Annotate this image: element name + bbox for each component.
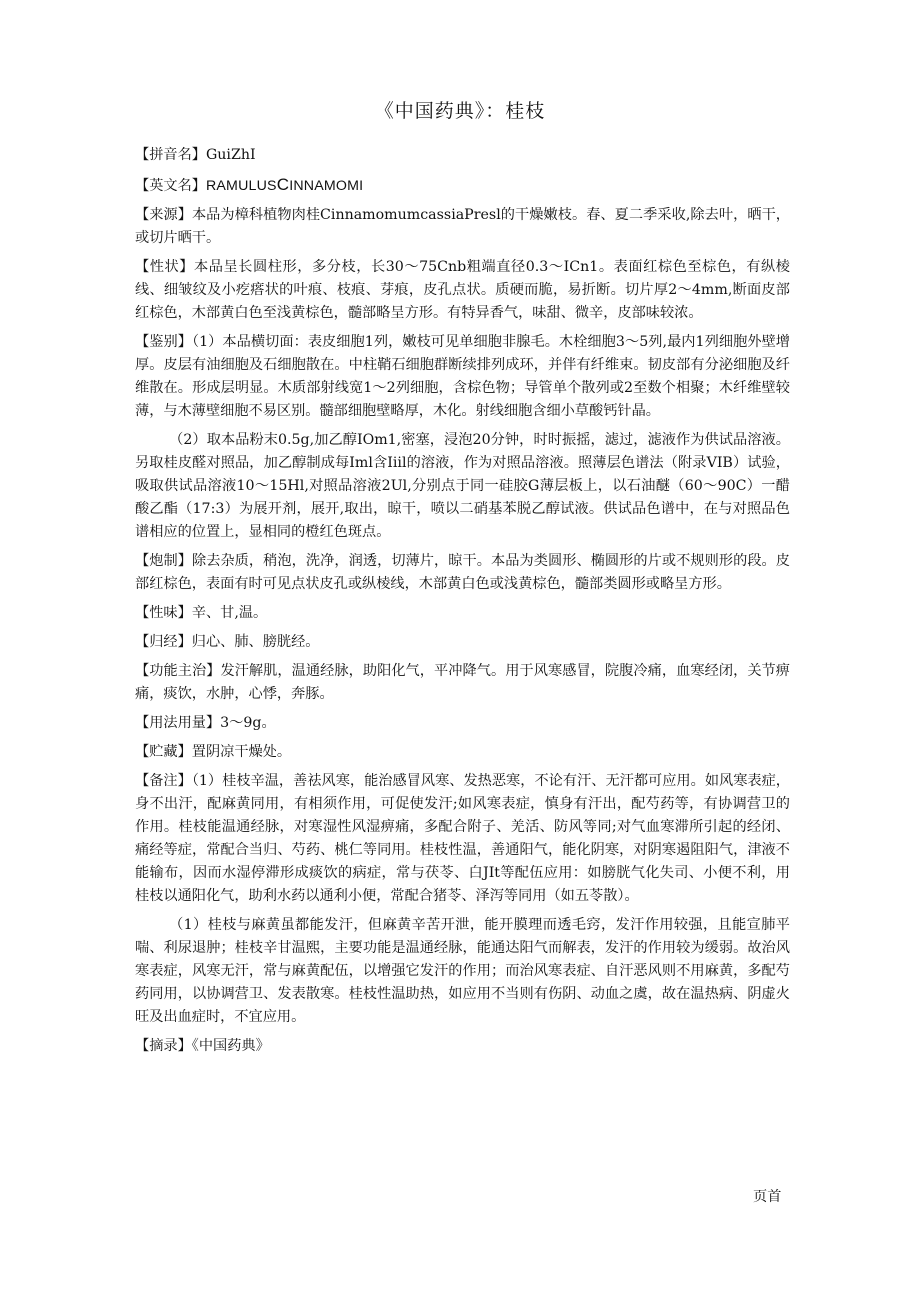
page-title: 《中国药典》：桂枝	[374, 100, 546, 122]
english-value-part1: RAMULUS	[205, 178, 277, 194]
document-body	[135, 144, 790, 1064]
function-entry: 【功能主治】发汗解肌，温通经脉，助阳化气，平冲降气。用于风寒感冒，院腹冷痛，血寒经闭，关节痹痛，痰饮，水肿，心悸，奔豚。	[135, 663, 790, 702]
processing-entry: 【炮制】除去杂质，稍泡，洗净，润透，切薄片，晾干。本品为类圆形、椭圆形的片或不规则形的段。皮部红棕色，表面有时可见点状皮孔或纵棱线，木部黄白色或浅黄棕色，髓部类圆形或略呈方形。	[135, 553, 790, 592]
pinyin-name-entry	[135, 144, 790, 167]
meridian-entry: 【归经】归心、肺、膀胱经。	[135, 634, 320, 650]
excerpt-entry: 【摘录】《中国药典》	[135, 1038, 270, 1054]
pinyin-value: GuiZhI	[205, 147, 256, 163]
english-value	[205, 175, 364, 194]
notes-entry-1: 【备注】（1）桂枝辛温，善祛风寒，能治感冒风寒、发热恶寒，不论有汗、无汗都可应用。如风寒表症，身不出汗，配麻黄同用，有相须作用，可促使发汗;如风寒表症，慎身有汗出，配芍药等，有协调营卫的作用。桂枝能温通经脉，对寒湿性风湿痹痛，多配合附子、羌活、防风等同;对气血寒滞所引起的经闭、痛经等症，常配合当归、芍药、桃仁等同用。桂枝性温，善通阳气，能化阴寒，对阴寒遏阻阳气，津液不能输布，因而水湿停滞形成痰饮的病症，常与茯苓、白JIt等配伍应用：如膀胱气化失司、小便不利，用桂枝以通阳化气，助利水药以通利小便，常配合猪苓、泽泻等同用（如五苓散）。	[135, 773, 790, 904]
page-footer-label: 页首	[753, 1189, 782, 1205]
english-name-entry	[135, 173, 790, 198]
identification-entry-2: （2）取本品粉末0.5g,加乙醇IOm1,密塞，浸泡20分钟，时时振摇，滤过，滤液作为供试品溶液。另取桂皮醛对照品，加乙醇制成每Iml含Iiil的溶液，作为对照品溶液。照薄层色谱法（附录VIB）试验，吸取供试品溶液10～15Hl,对照品溶液2Ul,分别点于同一硅胶G薄层板上，以石油醚（60～90C）一醋酸乙酯（17:3）为展开剂，展开,取出，晾干，喷以二硝基苯脱乙醇试液。供试品色谱中，在与对照品色谱相应的位置上，显相同的橙红色斑点。	[135, 432, 790, 540]
properties-entry: 【性状】本品呈长圆柱形，多分枝，长30～75Cnb粗端直径0.3～ICn1。表面红棕色至棕色，有纵棱线、细皱纹及小疙瘩状的叶痕、枝痕、芽痕，皮孔点状。质硬而脆，易折断。切片厚2～4mm,断面皮部红棕色，木部黄白色至浅黄棕色，髓部略呈方形。有特异香气，味甜、微辛，皮部味较浓。	[135, 259, 790, 321]
notes-entry-2: （1）桂枝与麻黄虽都能发汗，但麻黄辛苦开泄，能开膜理而透毛窍，发汗作用较强，且能宣肺平喘、利尿退肿；桂枝辛甘温熙，主要功能是温通经脉，能通达阳气而解表，发汗的作用较为缓弱。故治风寒表症，风寒无汗，常与麻黄配伍，以增强它发汗的作用；而治风寒表症、自汗恶风则不用麻黄，多配芍药同用，以协调营卫、发表散寒。桂枝性温助热，如应用不当则有伤阴、动血之虞，故在温热病、阴虚火旺及出血症时，不宜应用。	[135, 917, 790, 1025]
english-value-part2: C	[276, 175, 290, 194]
english-value-part3: INNAMOMI	[289, 178, 364, 194]
storage-entry: 【贮藏】置阴凉干燥处。	[135, 744, 292, 760]
taste-entry: 【性味】辛、甘,温。	[135, 605, 268, 621]
identification-entry-1: 【鉴别】（1）本品横切面：表皮细胞1列，嫩枝可见单细胞非腺毛。木栓细胞3～5列,最内1列细胞外壁增厚。皮层有油细胞及石细胞散在。中柱鞘石细胞群断续排列成环，并伴有纤维束。韧皮部有分泌细胞及纤维散在。形成层明显。木质部射线宽1～2列细胞，含棕色物；导管单个散列或2至数个相聚；木纤维壁较薄，与木薄壁细胞不易区别。髓部细胞壁略厚，木化。射线细胞含细小草酸钙针晶。	[135, 334, 790, 419]
source-entry: 【来源】本品为樟科植物肉桂CinnamomumcassiaPresl的干燥嫩枝。春、夏二季采收,除去叶，晒干，或切片晒干。	[135, 207, 790, 246]
pinyin-label: 【拼音名】	[135, 147, 206, 163]
english-label: 【英文名】	[135, 178, 206, 194]
dosage-entry: 【用法用量】3～9g。	[135, 715, 276, 731]
